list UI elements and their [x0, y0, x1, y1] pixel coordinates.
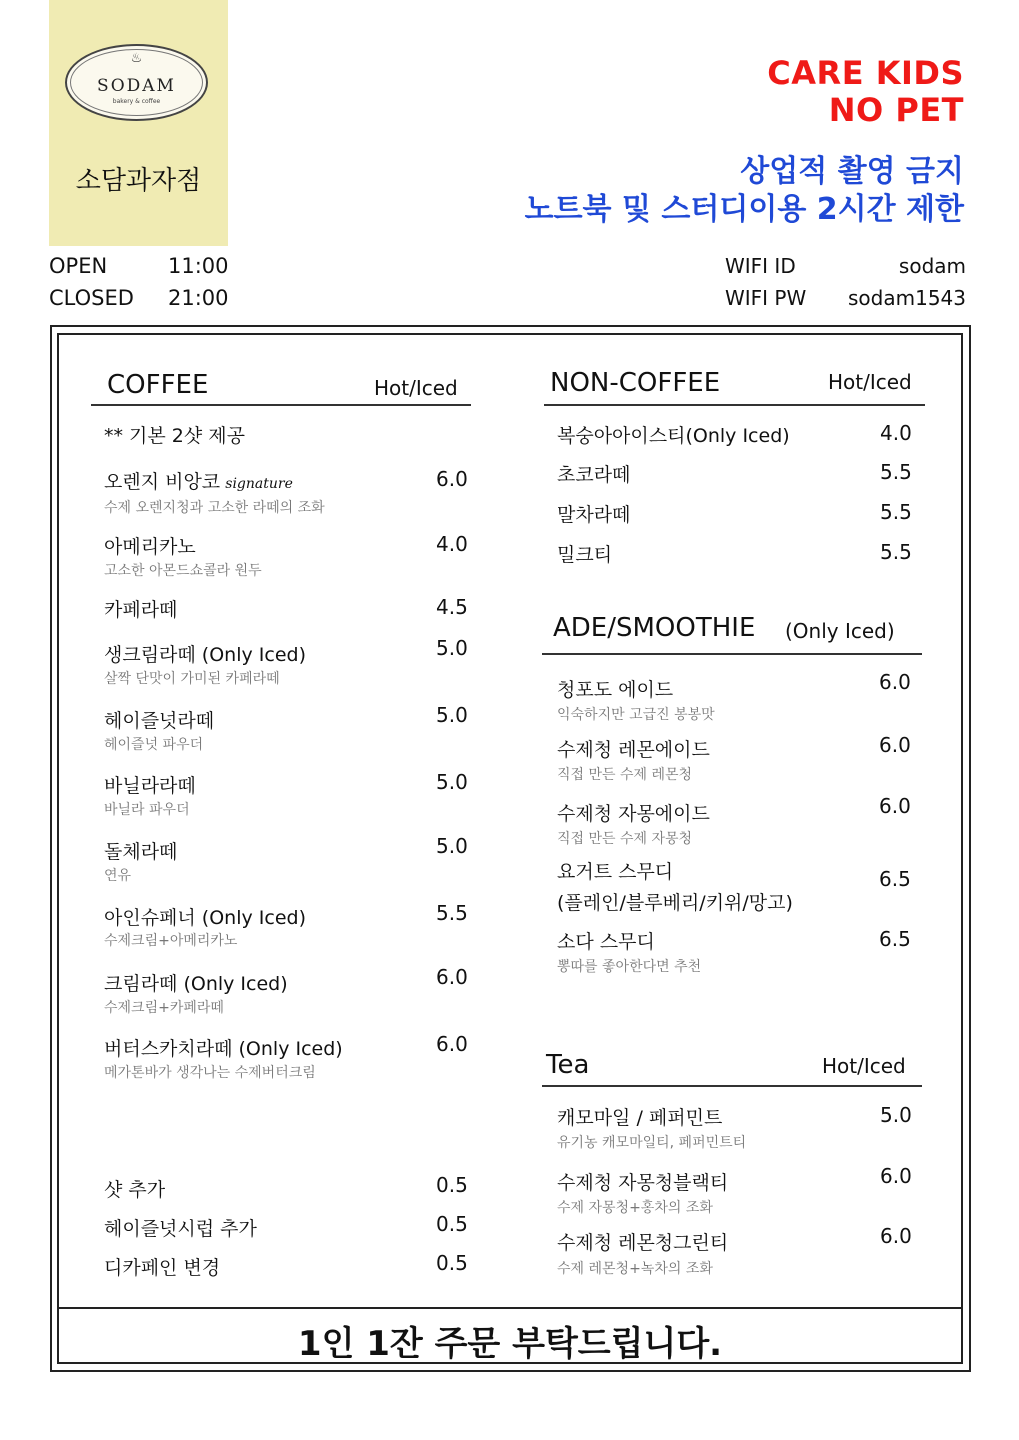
item-name: 밀크티: [557, 544, 613, 566]
item-price: 4.5: [436, 595, 468, 619]
coffee-note: ** 기본 2샷 제공: [104, 425, 245, 447]
item-price: 5.5: [880, 460, 912, 484]
item-price: 6.0: [879, 733, 911, 757]
item-desc: 살짝 단맛이 가미된 카페라떼: [104, 671, 280, 687]
ade-divider: [542, 653, 922, 655]
item-price: 6.0: [880, 1224, 912, 1248]
item-name: 수제청 자몽청블랙티: [557, 1172, 729, 1194]
item-name: 요거트 스무디: [557, 861, 674, 883]
item-price: 5.5: [880, 500, 912, 524]
item-price: 5.5: [436, 901, 468, 925]
item-price: 6.0: [436, 1032, 468, 1056]
extra-price: 0.5: [436, 1212, 468, 1236]
item-price: 5.0: [436, 770, 468, 794]
coffee-hot-iced: Hot/Iced: [374, 376, 458, 400]
item-price: 5.0: [880, 1103, 912, 1127]
tea-title: Tea: [546, 1050, 590, 1080]
item-desc: 유기농 캐모마일티, 페퍼민트티: [557, 1135, 747, 1151]
steam-icon: ♨: [130, 51, 143, 66]
item-name: 오렌지 비앙코: [104, 471, 221, 493]
logo-subtitle: bakery & coffee: [112, 98, 161, 105]
non-coffee-divider: [544, 404, 925, 406]
study-limit-text: 노트북 및 스터디이용 2시간 제한: [524, 192, 964, 227]
extra-name: 디카페인 변경: [104, 1257, 221, 1279]
item-name: 말차라떼: [557, 504, 631, 526]
extra-name: 샷 추가: [104, 1179, 166, 1201]
open-label: OPEN: [49, 254, 108, 278]
wifi-pw-value: sodam1543: [848, 286, 966, 310]
shop-name: 소담과자점: [75, 166, 202, 196]
item-name: 헤이즐넛라떼: [104, 710, 215, 732]
item-desc: 수제 오렌지청과 고소한 라떼의 조화: [104, 500, 325, 516]
item-desc: 수제크림+카페라떼: [104, 1000, 224, 1016]
item-price: 5.0: [436, 703, 468, 727]
pet-kids-notice: [767, 55, 964, 129]
item-desc: 수제크림+아메리카노: [104, 933, 238, 949]
item-name: 카페라떼: [104, 599, 178, 621]
item-name: 소다 스무디: [557, 931, 655, 953]
item-price: 5.0: [436, 636, 468, 660]
footer-divider: [57, 1307, 963, 1309]
item-name: 복숭아아이스티(Only Iced): [557, 425, 790, 447]
item-name: 아인슈페너 (Only Iced): [104, 907, 306, 929]
item-price: 6.0: [436, 467, 468, 491]
item-price: 4.0: [436, 532, 468, 556]
item-name: 수제청 자몽에이드: [557, 803, 710, 825]
item-name: 크림라떼 (Only Iced): [104, 973, 288, 995]
menu-item: [104, 467, 293, 494]
item-name: 생크림라떼 (Only Iced): [104, 644, 306, 666]
item-name-options: (플레인/블루베리/키위/망고): [557, 892, 793, 914]
item-name: 아메리카노: [104, 536, 196, 558]
item-price: 6.5: [879, 867, 911, 891]
coffee-title: COFFEE: [107, 370, 209, 400]
item-name: 초코라떼: [557, 464, 631, 486]
item-desc: 수제 자몽청+홍차의 조화: [557, 1200, 713, 1216]
item-desc: 연유: [104, 868, 132, 884]
wifi-id-value: sodam: [898, 254, 966, 278]
item-desc: 메가톤바가 생각나는 수제버터크림: [104, 1065, 316, 1081]
open-time: 11:00: [168, 254, 229, 278]
closed-time: 21:00: [168, 286, 229, 310]
wifi-pw-label: WIFI PW: [725, 286, 807, 310]
item-price: 6.0: [880, 1164, 912, 1188]
usage-notice: [525, 153, 964, 229]
non-coffee-title: NON-COFFEE: [550, 368, 721, 398]
item-price: 6.0: [879, 670, 911, 694]
care-kids-text: CARE KIDS: [767, 54, 964, 92]
closed-label: CLOSED: [49, 286, 134, 310]
extra-price: 0.5: [436, 1251, 468, 1275]
item-desc: 뽕따를 좋아한다면 추천: [557, 959, 702, 975]
coffee-divider: [91, 404, 471, 406]
tea-hot-iced: Hot/Iced: [822, 1054, 906, 1078]
item-price: 5.5: [880, 540, 912, 564]
item-name: 캐모마일 / 페퍼민트: [557, 1107, 723, 1129]
item-price: 4.0: [880, 421, 912, 445]
item-desc: 바닐라 파우더: [104, 802, 190, 818]
ade-title: ADE/SMOOTHIE: [553, 613, 756, 643]
item-desc: 수제 레몬청+녹차의 조화: [557, 1261, 713, 1277]
logo-panel: [49, 0, 228, 246]
item-price: 5.0: [436, 834, 468, 858]
item-name: 수제청 레몬에이드: [557, 739, 710, 761]
item-desc: 직접 만든 수제 자몽청: [557, 831, 693, 847]
item-name: 바닐라라떼: [104, 775, 196, 797]
extra-price: 0.5: [436, 1173, 468, 1197]
item-name: 버터스카치라떼 (Only Iced): [104, 1038, 343, 1060]
no-pet-text: NO PET: [828, 91, 964, 129]
item-name: 수제청 레몬청그린티: [557, 1232, 729, 1254]
wifi-id-label: WIFI ID: [725, 254, 796, 278]
item-price: 6.5: [879, 927, 911, 951]
item-name: 청포도 에이드: [557, 679, 674, 701]
logo: [65, 44, 208, 121]
item-price: 6.0: [436, 965, 468, 989]
ade-only-iced: (Only Iced): [785, 619, 895, 643]
item-desc: 직접 만든 수제 레몬청: [557, 767, 693, 783]
item-desc: 헤이즐넛 파우더: [104, 737, 204, 753]
one-drink-per-person-notice: 1인 1잔 주문 부탁드립니다.: [297, 1324, 723, 1364]
item-desc: 익숙하지만 고급진 봉봉맛: [557, 707, 715, 723]
item-price: 6.0: [879, 794, 911, 818]
non-coffee-hot-iced: Hot/Iced: [828, 370, 912, 394]
extra-name: 헤이즐넛시럽 추가: [104, 1218, 257, 1240]
tea-divider: [542, 1085, 922, 1087]
item-name: 돌체라떼: [104, 841, 178, 863]
logo-name: SODAM: [97, 76, 176, 96]
signature-tag: signature: [225, 476, 293, 492]
no-filming-text: 상업적 촬영 금지: [740, 154, 964, 189]
item-desc: 고소한 아몬드쇼콜라 원두: [104, 563, 262, 579]
